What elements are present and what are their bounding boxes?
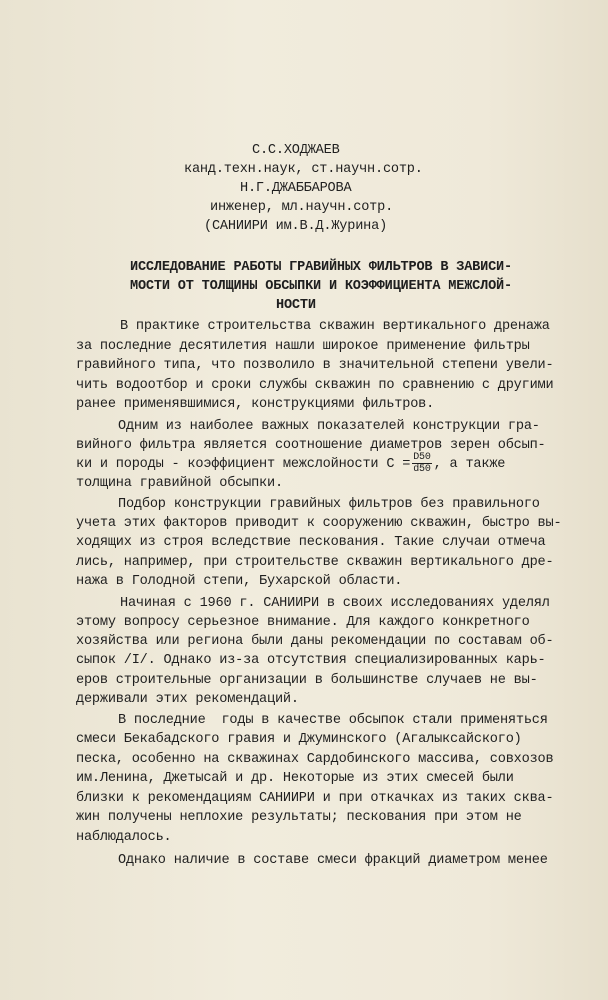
p2-formula-line — [76, 452, 505, 475]
formula-lead-text: ки и породы - коэффициент межслойности С = — [76, 457, 411, 473]
p5-line: им.Ленина, Джетысай и др. Некоторые из этих смесей были — [76, 771, 514, 786]
p4-line: сыпок /I/. Однако из-за отсутствия специализированных карь- — [76, 653, 546, 668]
p6-line: Однако наличие в составе смеси фракций диаметром менее — [118, 853, 548, 868]
p2-line: вийного фильтра является соотношение диаметров зерен обсып- — [76, 438, 546, 453]
p4-line: еров строительные организации в большинстве случаев не вы- — [76, 673, 538, 688]
title-line-1: ИССЛЕДОВАНИЕ РАБОТЫ ГРАВИЙНЫХ ФИЛЬТРОВ В ЗАВИСИ- — [130, 260, 512, 275]
author2-name: Н.Г.ДЖАББАРОВА — [240, 181, 352, 196]
p3-line: учета этих факторов приводит к сооружению скважин, быстро вы- — [76, 516, 562, 531]
p1-line: за последние десятилетия нашли широкое применение фильтры — [76, 339, 530, 354]
p3-line: Подбор конструкции гравийных фильтров без правильного — [118, 497, 540, 512]
p3-line: ходящих из строя вследствие пескования. Такие случаи отмеча — [76, 535, 546, 550]
p4-line: хозяйства или региона были даны рекомендации по составам об- — [76, 634, 554, 649]
author1-name: С.С.ХОДЖАЕВ — [252, 143, 340, 158]
title-line-3: НОСТИ — [276, 298, 316, 313]
p4-line: Начиная с 1960 г. САНИИРИ в своих исследованиях уделял — [120, 596, 550, 611]
title-line-2: МОСТИ ОТ ТОЛЩИНЫ ОБСЫПКИ И КОЭФФИЦИЕНТА МЕЖСЛОЙ- — [130, 279, 512, 294]
formula-tail-text: , а также — [433, 457, 506, 473]
author1-title: канд.техн.наук, ст.научн.сотр. — [184, 162, 423, 177]
coefficient-fraction — [412, 452, 431, 475]
fraction-denominator: d50 — [413, 464, 431, 475]
p4-line: этому вопросу серьезное внимание. Для каждого конкретного — [76, 615, 530, 630]
author2-title: инженер, мл.научн.сотр. — [210, 200, 394, 215]
p2-line: толщина гравийной обсыпки. — [76, 476, 283, 491]
p1-line: чить водоотбор и сроки службы скважин по сравнению с другими — [76, 378, 554, 393]
p3-line: лись, например, при строительстве скважин вертикального дре- — [76, 555, 554, 570]
p2-line: Одним из наиболее важных показателей конструкции гра- — [118, 419, 540, 434]
p1-line: ранее применявшимися, конструкциями фильтров. — [76, 397, 435, 412]
p1-line: В практике строительства скважин вертикального дренажа — [120, 319, 550, 334]
p5-line: наблюдалось. — [76, 830, 172, 845]
p5-line: смеси Бекабадского гравия и Джуминского (Агалыксайского) — [76, 732, 522, 747]
p1-line: гравийного типа, что позволило в значительной степени увели- — [76, 358, 554, 373]
fraction-numerator: D50 — [413, 452, 431, 463]
p5-line: близки к рекомендациям САНИИРИ и при откачках из таких сква- — [76, 791, 554, 806]
p5-line: жин получены неплохие результаты; пескования при этом не — [76, 810, 522, 825]
institution: (САНИИРИ им.В.Д.Журина) — [204, 219, 388, 234]
p5-line: В последние годы в качестве обсыпок стали применяться — [118, 713, 548, 728]
p4-line: держивали этих рекомендаций. — [76, 692, 299, 707]
p5-line: песка, особенно на скважинах Сардобинского массива, совхозов — [76, 752, 554, 767]
p3-line: нажа в Голодной степи, Бухарской области. — [76, 574, 403, 589]
